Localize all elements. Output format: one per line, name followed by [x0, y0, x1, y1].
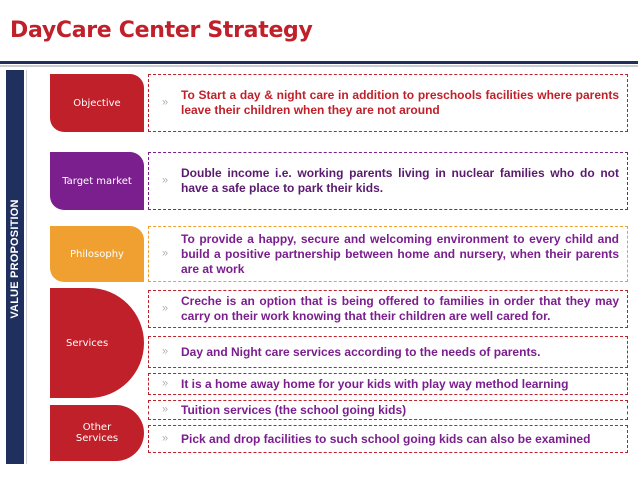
objective-label	[50, 74, 144, 132]
value-proposition-bar	[6, 70, 24, 464]
objective-label-text: Objective	[73, 97, 121, 109]
services-label-text: Services	[66, 337, 109, 349]
vertical-divider	[26, 70, 27, 464]
target-market-label	[50, 152, 144, 210]
header-divider	[0, 61, 638, 68]
target-market-description	[148, 152, 628, 210]
philosophy-label-text: Philosophy	[70, 248, 124, 260]
objective-description	[148, 74, 628, 132]
chevron-right-icon: »	[162, 345, 169, 358]
objective-text: To Start a day & night care in addition to preschools facilities where parents leave their children when they are not around	[181, 88, 619, 117]
philosophy-description	[148, 226, 628, 282]
philosophy-text: To provide a happy, secure and welcoming environment to every child and build a positive partnership between home and nursery, when their parents are at work	[181, 231, 619, 276]
services-item-text: Creche is an option that is being offered to families in order that they may carry on their work knowing that their children are well cared for.	[181, 294, 619, 323]
chevron-right-icon: »	[162, 403, 169, 416]
services-item-2	[148, 336, 628, 368]
value-proposition-label: VALUE PROPOSITION	[9, 199, 21, 319]
other-services-label-line2: Services	[75, 433, 119, 444]
chevron-right-icon: »	[162, 247, 169, 260]
services-item-3	[148, 373, 628, 395]
services-item-1	[148, 290, 628, 328]
other-services-label-line1: Other	[82, 422, 112, 433]
header-divider-gray	[0, 65, 638, 67]
other-services-item-text: Tuition services (the school going kids)	[181, 402, 407, 417]
target-market-text: Double income i.e. working parents living in nuclear families who do not have a safe place to park their kids.	[181, 166, 619, 195]
header-divider-navy	[0, 61, 638, 64]
services-label	[50, 288, 144, 398]
other-services-item-text: Pick and drop facilities to such school going kids can also be examined	[181, 431, 591, 446]
chevron-right-icon: »	[162, 377, 169, 390]
page-title: DayCare Center Strategy	[10, 18, 313, 43]
chevron-right-icon: »	[162, 302, 169, 315]
philosophy-label	[50, 226, 144, 282]
chevron-right-icon: »	[162, 96, 169, 109]
services-item-text: It is a home away home for your kids with play way method learning	[181, 376, 569, 391]
other-services-label	[50, 405, 144, 461]
services-item-text: Day and Night care services according to the needs of parents.	[181, 344, 541, 359]
other-services-item-2	[148, 425, 628, 453]
chevron-right-icon: »	[162, 432, 169, 445]
target-market-label-text: Target market	[62, 175, 132, 187]
other-services-item-1	[148, 400, 628, 420]
chevron-right-icon: »	[162, 174, 169, 187]
